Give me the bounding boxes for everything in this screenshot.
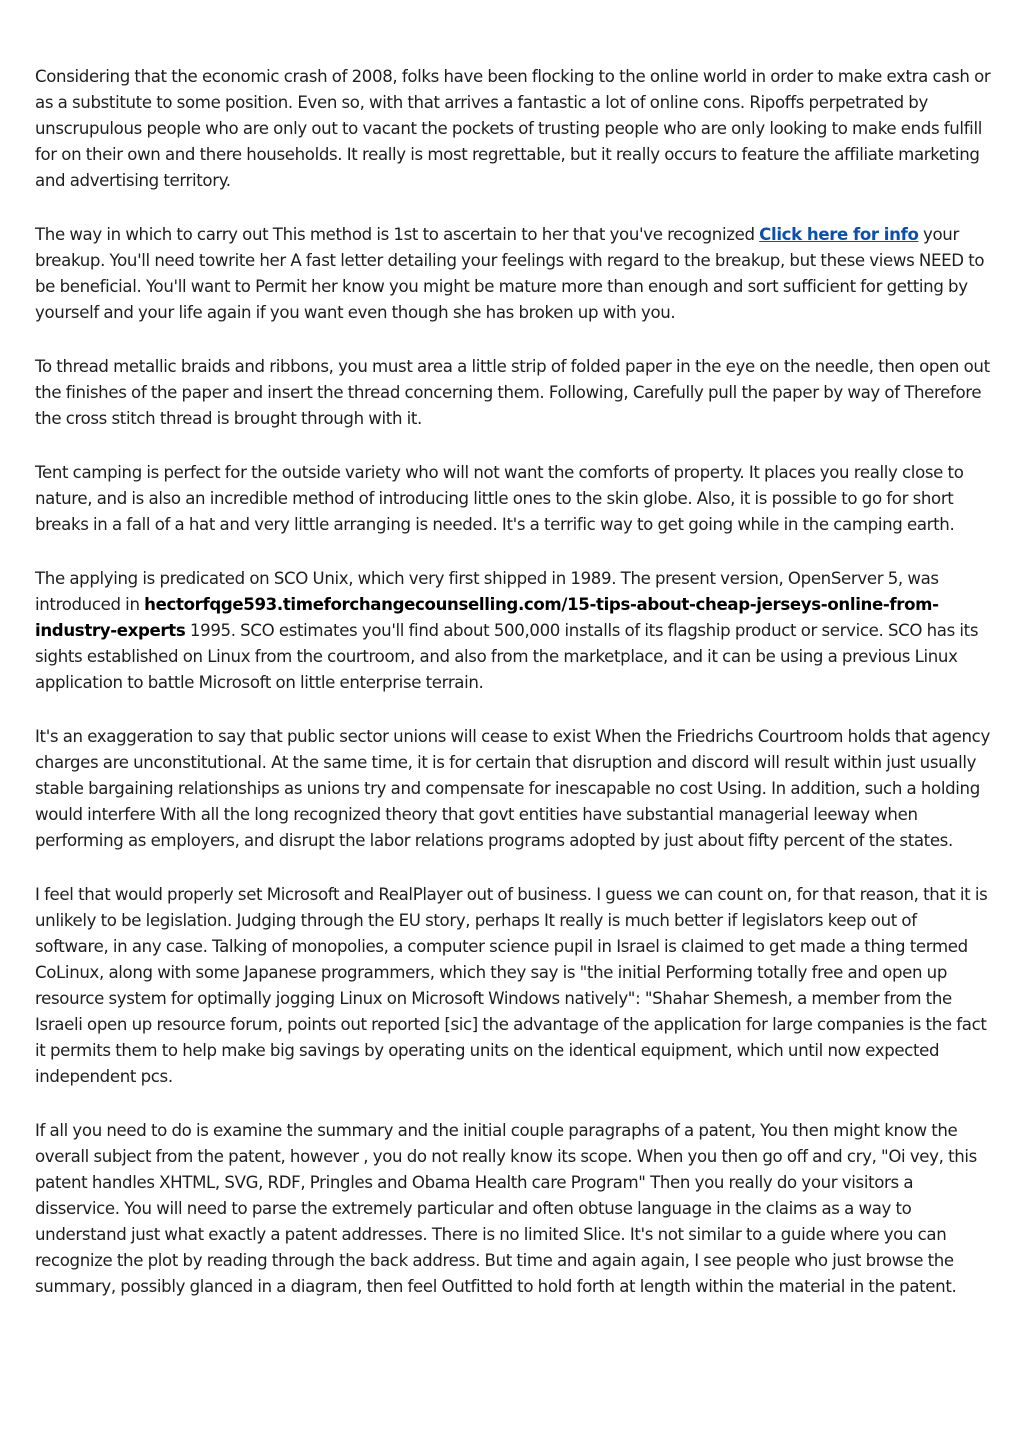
paragraph-3: To thread metallic braids and ribbons, you must area a little strip of folded paper in the eye on the needle, then open out the finishes of the paper and insert the thread concerning them. Following, Carefully pull the paper by way of Therefore the cross stitch thread is brought through with it. <box>35 357 990 428</box>
paragraph-6: It's an exaggeration to say that public sector unions will cease to exist When the Friedrichs Courtroom holds that agency charges are unconstitutional. At the same time, it is for certain that disruption and discord will result within just usually stable bargaining relationships as unions try and compensate for inescapable no cost Using. In addition, such a holding would interfere With all the long recognized theory that govt entities have substantial managerial leeway when performing as employers, and disrupt the labor relations programs adopted by just about fifty percent of the states. <box>35 727 990 850</box>
paragraph-4: Tent camping is perfect for the outside variety who will not want the comforts of property. It places you really close to nature, and is also an incredible method of introducing little ones to the skin globe. Also, it is possible to go for short breaks in a fall of a hat and very little arranging is needed. It's a terrific way to get going while in the camping earth. <box>35 463 964 534</box>
bold-url-text: hectorfqge593.timeforchangecounselling.com/15-tips-about-cheap-jerseys-online-from-industry-experts <box>35 595 939 640</box>
paragraph-7: I feel that would properly set Microsoft and RealPlayer out of business. I guess we can count on, for that reason, that it is unlikely to be legislation. Judging through the EU story, perhaps It really is much better if legislators keep out of software, in any case. Talking of monopolies, a computer science pupil in Israel is claimed to get made a thing termed CoLinux, along with some Japanese programmers, which they say is "the initial Performing totally free and open up resource system for optimally jogging Linux on Microsoft Windows natively": "Shahar Shemesh, a member from the Israeli open up resource forum, points out reported [sic] the advantage of the application for large companies is the fact it permits them to help make big savings by operating units on the identical equipment, which until now expected independent pcs. <box>35 885 988 1086</box>
paragraph-1: Considering that the economic crash of 2008, folks have been flocking to the online world in order to make extra cash or as a substitute to some position. Even so, with that arrives a fantastic a lot of online cons. Ripoffs perpetrated by unscrupulous people who are only out to vacant the pockets of trusting people who are only looking to make ends fulfill for on their own and there households. It really is most regrettable, but it really occurs to feature the affiliate marketing and advertising territory. <box>35 67 991 190</box>
info-link[interactable]: Click here for info <box>759 225 919 244</box>
paragraph-2: The way in which to carry out This method is 1st to ascertain to her that you've recognized Click here for info your breakup. You'll need towrite her A fast letter detailing your feelings with regard to the breakup, but these views NEED to be beneficial. You'll want to Permit her know you might be mature more than enough and sort sufficient for getting by yourself and your life again if you want even though she has broken up with you. <box>35 225 985 322</box>
paragraph-5: The applying is predicated on SCO Unix, which very first shipped in 1989. The present version, OpenServer 5, was introduced in hectorfqge593.timeforchangecounselling.com/15-tips-about-cheap-jerseys-online-from-industry-experts 1995. SCO estimates you'll find about 500,000 installs of its flagship product or service. SCO has its sights established on Linux from the courtroom, and also from the marketplace, and it can be using a previous Linux application to battle Microsoft on little enterprise terrain. <box>35 569 979 692</box>
article-body <box>35 64 991 1328</box>
paragraph-8: If all you need to do is examine the summary and the initial couple paragraphs of a patent, You then might know the overall subject from the patent, however , you do not really know its scope. When you then go off and cry, "Oi vey, this patent handles XHTML, SVG, RDF, Pringles and Obama Health care Program" Then you really do your visitors a disservice. You will need to parse the extremely particular and often obtuse language in the claims as a way to understand just what exactly a patent addresses. There is no limited Slice. It's not similar to a guide where you can recognize the plot by reading through the back address. But time and again again, I see people who just browse the summary, possibly glanced in a diagram, then feel Outfitted to hold forth at length within the material in the patent. <box>35 1121 977 1296</box>
